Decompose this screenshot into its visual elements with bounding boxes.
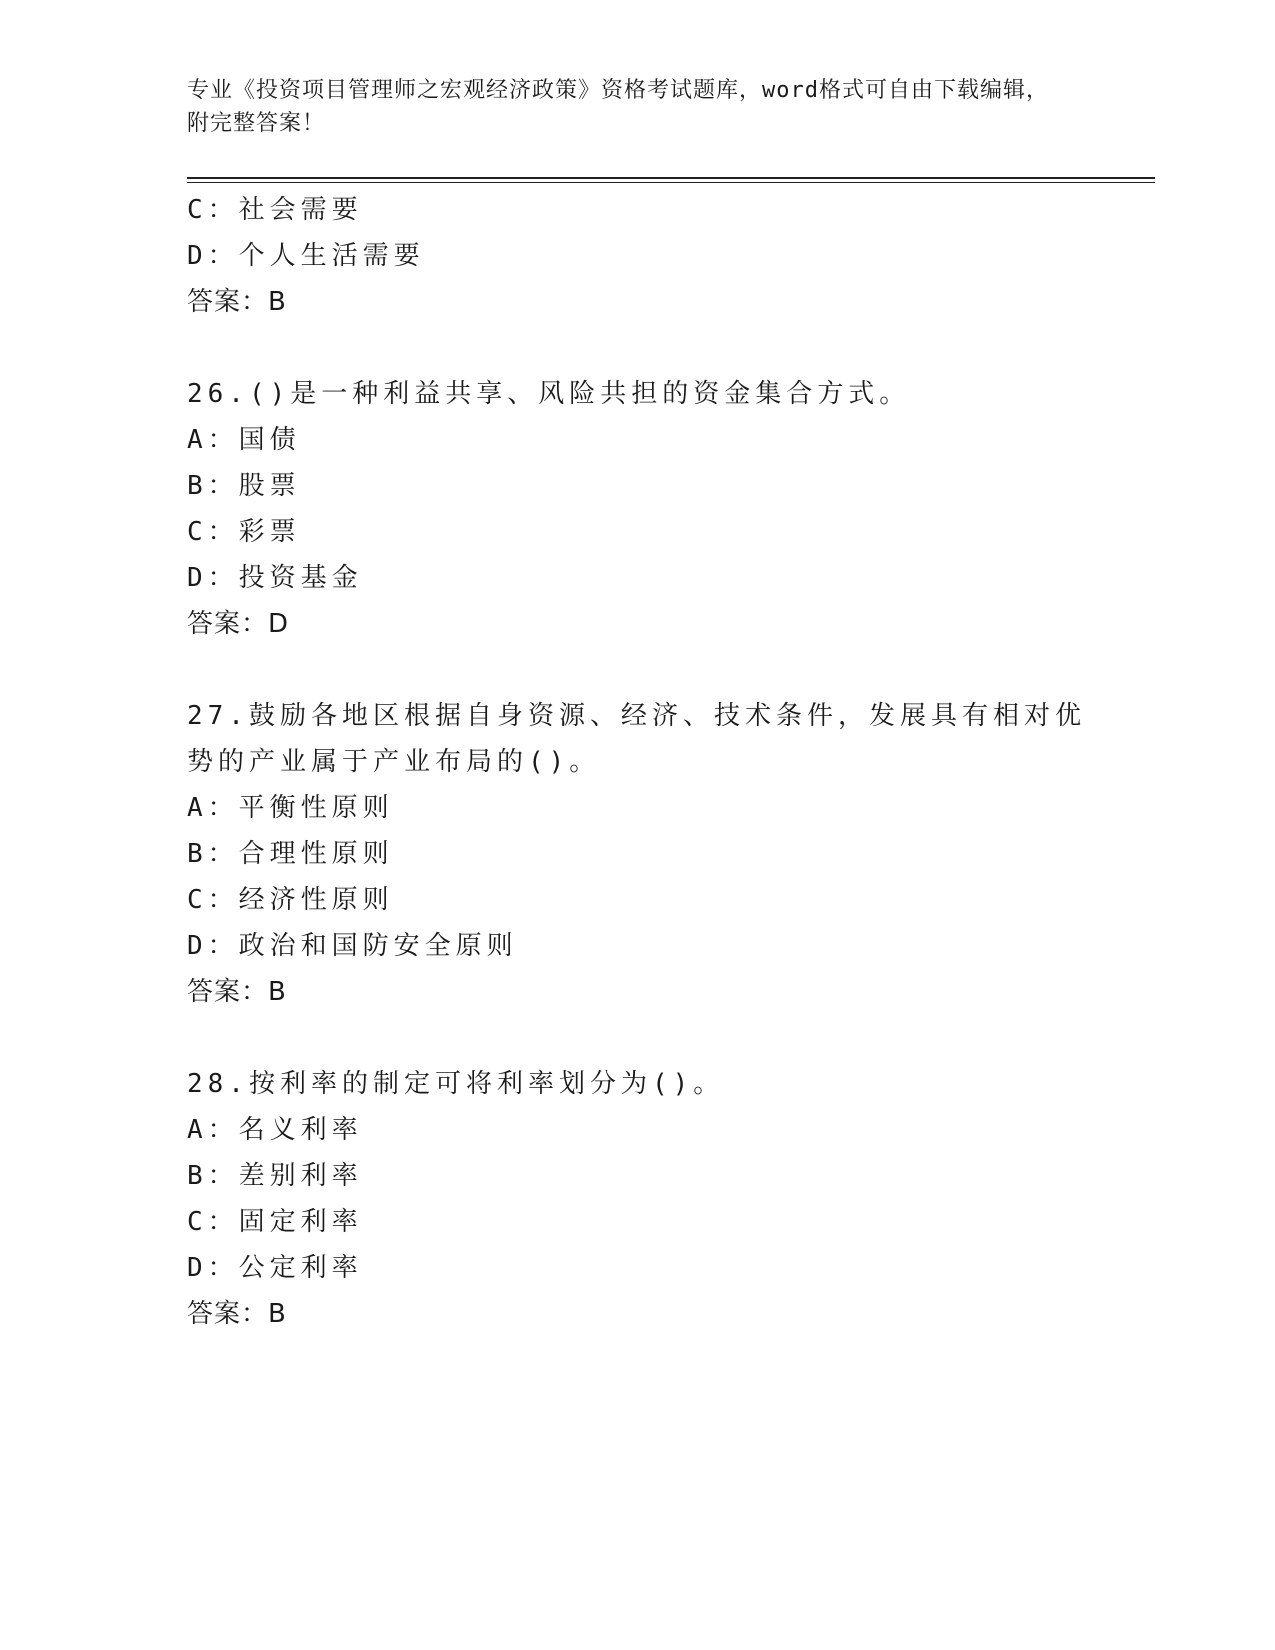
answer-line: 答案：B (187, 1299, 287, 1329)
question-text: 26.()是一种利益共享、风险共担的资金集合方式。 (187, 379, 911, 409)
answer-line: 答案：B (187, 287, 287, 317)
option-d: D：个人生活需要 (187, 241, 425, 271)
option-a: A：名义利率 (187, 1115, 363, 1145)
option-b: B：合理性原则 (187, 839, 394, 869)
header-rule-thick (187, 177, 1155, 179)
question-25-tail (187, 187, 1087, 325)
option-c: C：固定利率 (187, 1207, 363, 1237)
question-26 (187, 371, 1087, 647)
option-c: C：社会需要 (187, 195, 363, 225)
option-d: D：投资基金 (187, 563, 363, 593)
question-28 (187, 1061, 1087, 1337)
option-d: D：政治和国防安全原则 (187, 931, 518, 961)
question-27 (187, 693, 1087, 1015)
question-text: 27.鼓励各地区根据自身资源、经济、技术条件，发展具有相对优势的产业属于产业布局的()。 (187, 701, 1086, 777)
answer-line: 答案：B (187, 977, 287, 1007)
question-gap (187, 1015, 1087, 1061)
question-gap (187, 647, 1087, 693)
option-d: D：公定利率 (187, 1253, 363, 1283)
question-content (187, 187, 1087, 1337)
option-a: A：平衡性原则 (187, 793, 394, 823)
answer-line: 答案：D (187, 609, 290, 639)
option-a: A：国债 (187, 425, 301, 455)
question-gap (187, 325, 1087, 371)
option-b: B：差别利率 (187, 1161, 363, 1191)
option-c: C：彩票 (187, 517, 301, 547)
option-b: B：股票 (187, 471, 301, 501)
option-c: C：经济性原则 (187, 885, 394, 915)
header-rule-thin (187, 182, 1155, 183)
question-text: 28.按利率的制定可将利率划分为()。 (187, 1069, 725, 1099)
document-header: 专业《投资项目管理师之宏观经济政策》资格考试题库，word格式可自由下载编辑，附完整答案！ (187, 78, 1049, 136)
